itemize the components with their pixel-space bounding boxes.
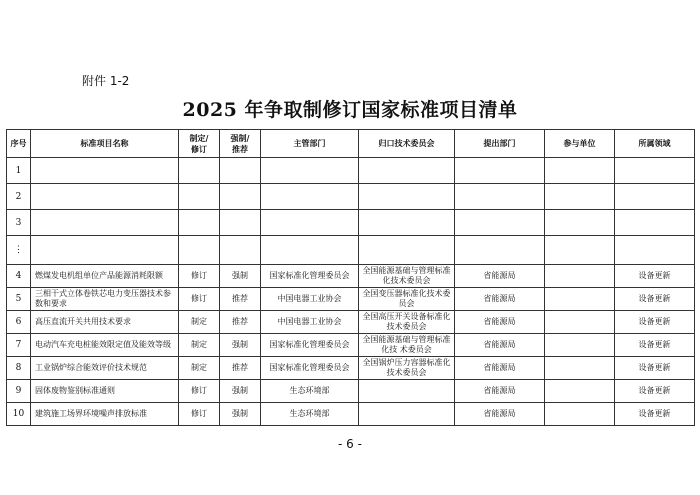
table-row [7, 184, 695, 210]
cell-committee: 全国能源基础与管理标准化技 术委员会 [359, 334, 455, 357]
empty-cell [615, 158, 695, 184]
cell-participant [545, 357, 615, 380]
header-proposer: 提出部门 [455, 130, 545, 158]
table-row [7, 265, 695, 288]
empty-cell [359, 210, 455, 236]
cell-committee [359, 380, 455, 403]
cell-proposer: 省能源局 [455, 357, 545, 380]
cell-seq: 2 [7, 184, 31, 210]
cell-force: 推荐 [220, 288, 261, 311]
table-row [7, 334, 695, 357]
empty-cell [615, 184, 695, 210]
cell-type: 制定 [179, 357, 220, 380]
cell-force: 强制 [220, 403, 261, 426]
cell-seq: 7 [7, 334, 31, 357]
header-participant: 参与单位 [545, 130, 615, 158]
table-row-ellipsis [7, 236, 695, 265]
empty-cell [220, 184, 261, 210]
empty-cell [261, 158, 359, 184]
header-dept: 主管部门 [261, 130, 359, 158]
cell-dept: 生态环境部 [261, 380, 359, 403]
cell-domain: 设备更新 [615, 403, 695, 426]
cell-dept: 国家标准化管理委员会 [261, 265, 359, 288]
header-type: 制定/ 修订 [179, 130, 220, 158]
empty-cell [615, 236, 695, 265]
cell-domain: 设备更新 [615, 380, 695, 403]
empty-cell [31, 184, 179, 210]
empty-cell [179, 236, 220, 265]
cell-dept: 国家标准化管理委员会 [261, 334, 359, 357]
cell-proposer: 省能源局 [455, 334, 545, 357]
cell-name: 燃煤发电机组单位产品能源消耗限额 [31, 265, 179, 288]
cell-proposer: 省能源局 [455, 380, 545, 403]
table-row [7, 380, 695, 403]
empty-cell [220, 158, 261, 184]
cell-force: 推荐 [220, 357, 261, 380]
table-row [7, 357, 695, 380]
cell-committee: 全国变压器标准化技术委员会 [359, 288, 455, 311]
cell-participant [545, 334, 615, 357]
cell-proposer: 省能源局 [455, 288, 545, 311]
cell-proposer: 省能源局 [455, 265, 545, 288]
cell-domain: 设备更新 [615, 265, 695, 288]
page-number: - 6 - [338, 437, 362, 451]
empty-cell [179, 184, 220, 210]
attachment-label: 附件 1-2 [82, 74, 130, 88]
empty-cell [261, 184, 359, 210]
cell-seq: 3 [7, 210, 31, 236]
empty-cell [179, 210, 220, 236]
cell-proposer: 省能源局 [455, 403, 545, 426]
table-header-row [7, 130, 695, 158]
table-row [7, 210, 695, 236]
header-force: 强制/ 推荐 [220, 130, 261, 158]
cell-type: 修订 [179, 380, 220, 403]
cell-seq: 10 [7, 403, 31, 426]
cell-name: 电动汽车充电桩能效限定值及能效等级 [31, 334, 179, 357]
header-seq: 序号 [7, 130, 31, 158]
empty-cell [455, 158, 545, 184]
header-committee: 归口技术委员会 [359, 130, 455, 158]
cell-type: 制定 [179, 334, 220, 357]
cell-committee: 全国能源基础与管理标准化技术委员会 [359, 265, 455, 288]
cell-participant [545, 265, 615, 288]
cell-participant [545, 311, 615, 334]
empty-cell [455, 184, 545, 210]
empty-cell [359, 236, 455, 265]
table-row [7, 158, 695, 184]
cell-dept: 生态环境部 [261, 403, 359, 426]
cell-participant [545, 403, 615, 426]
empty-cell [31, 236, 179, 265]
cell-dept: 中国电器工业协会 [261, 288, 359, 311]
table-body [7, 158, 695, 426]
empty-cell [31, 210, 179, 236]
cell-seq: 9 [7, 380, 31, 403]
cell-dept: 国家标准化管理委员会 [261, 357, 359, 380]
cell-proposer: 省能源局 [455, 311, 545, 334]
standards-table [6, 129, 695, 426]
cell-name: 高压直流开关共用技术要求 [31, 311, 179, 334]
cell-domain: 设备更新 [615, 288, 695, 311]
cell-type: 修订 [179, 265, 220, 288]
empty-cell [545, 236, 615, 265]
header-name: 标准项目名称 [31, 130, 179, 158]
empty-cell [359, 158, 455, 184]
cell-participant [545, 288, 615, 311]
empty-cell [545, 184, 615, 210]
cell-type: 修订 [179, 403, 220, 426]
cell-name: 三相干式立体卷铁芯电力变压器技术参数和要求 [31, 288, 179, 311]
cell-name: 建筑施工场界环境噪声排放标准 [31, 403, 179, 426]
empty-cell [31, 158, 179, 184]
cell-committee [359, 403, 455, 426]
cell-committee: 全国高压开关设备标准化技术委员会 [359, 311, 455, 334]
cell-type: 制定 [179, 311, 220, 334]
cell-force: 强制 [220, 334, 261, 357]
cell-force: 强制 [220, 265, 261, 288]
empty-cell [545, 210, 615, 236]
empty-cell [220, 236, 261, 265]
table-row [7, 311, 695, 334]
cell-seq: 1 [7, 158, 31, 184]
cell-dept: 中国电器工业协会 [261, 311, 359, 334]
empty-cell [455, 210, 545, 236]
empty-cell [261, 210, 359, 236]
empty-cell [359, 184, 455, 210]
cell-participant [545, 380, 615, 403]
cell-type: 修订 [179, 288, 220, 311]
cell-force: 强制 [220, 380, 261, 403]
cell-committee: 全国锅炉压力容器标准化技术委员会 [359, 357, 455, 380]
cell-name: 工业锅炉综合能效评价技术规范 [31, 357, 179, 380]
header-domain: 所属领域 [615, 130, 695, 158]
empty-cell [545, 158, 615, 184]
document-title: 2025 年争取制修订国家标准项目清单 [182, 99, 518, 121]
cell-domain: 设备更新 [615, 357, 695, 380]
cell-domain: 设备更新 [615, 334, 695, 357]
empty-cell [455, 236, 545, 265]
cell-force: 推荐 [220, 311, 261, 334]
cell-name: 固体废物鉴别标准通则 [31, 380, 179, 403]
cell-seq: ⋮ [7, 236, 31, 265]
empty-cell [615, 210, 695, 236]
cell-seq: 8 [7, 357, 31, 380]
table-row [7, 403, 695, 426]
cell-domain: 设备更新 [615, 311, 695, 334]
cell-seq: 5 [7, 288, 31, 311]
cell-seq: 4 [7, 265, 31, 288]
empty-cell [220, 210, 261, 236]
cell-seq: 6 [7, 311, 31, 334]
table-row [7, 288, 695, 311]
empty-cell [179, 158, 220, 184]
empty-cell [261, 236, 359, 265]
